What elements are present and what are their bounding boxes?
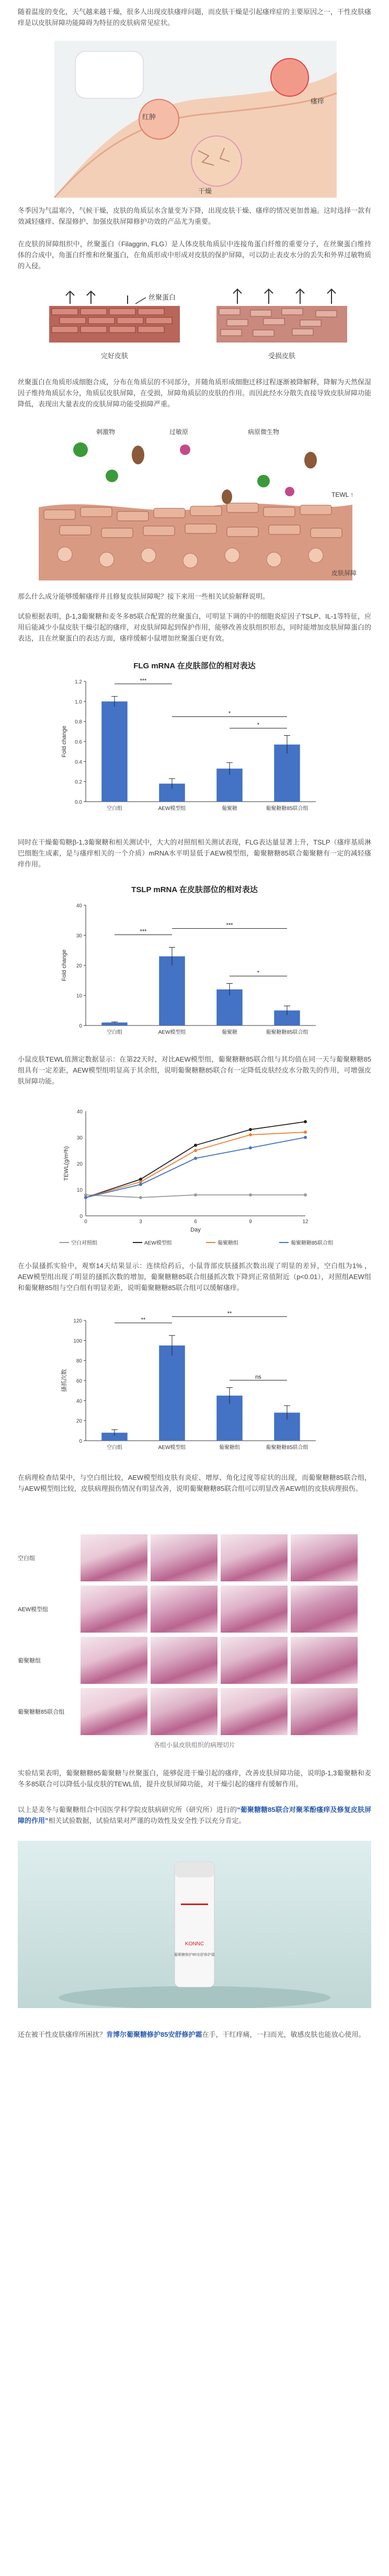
flg-sig-label: * [228,710,231,717]
histology-image [81,1637,147,1684]
intact-skin-diagram [49,291,180,360]
histology-image [221,1688,288,1735]
histology-image [151,1586,218,1633]
scratch-category-label: 葡聚糖糖85联合组 [266,1445,308,1451]
intro-paragraph: 随着温度的变化，天气越来越干燥，很多人出现皮肤瘙痒问题，而皮肤干燥是引起瘙痒症的主要原因之一，干性皮肤瘙痒是以皮肤屏障功能障碍为特征的皮肤病常见症状。 [18,8,372,27]
tslp-ytick-label: 30 [76,933,82,939]
label-pathogen: 病原微生物 [248,428,280,436]
histology-image [81,1688,147,1735]
scratch-sig-label: ** [141,1316,146,1323]
histology-image [151,1534,218,1581]
histology-row [18,1583,371,1635]
histology-row [18,1635,371,1686]
tslp-chart-svg [18,895,371,1044]
histology-image [221,1534,288,1581]
flg-ytick-label: 0.4 [75,759,82,766]
scratch-ytick-label: 60 [76,1378,82,1384]
tslp-paragraph: 同时在干燥葡萄糖β-1,3葡聚糖和相关测试中，大大的对照组相关测试表现，FLG表达量显著上升，TSLP（瘙痒基质淋巴细胞生成素，是与瘙痒相关的一个介质）mRNA水平明显低于AEW模型组，葡聚糖糖85联合葡聚糖有一定的减轻瘙痒作用。 [18,838,371,868]
tslp-category-label: 葡聚糖糖85联合组 [266,1030,308,1035]
tslp-ytick-label: 0 [79,1023,82,1029]
tslp-category-label: 葡聚糖 [222,1030,237,1035]
tewl-series-line [86,1132,305,1198]
scratch-sig-label: ns [255,1374,261,1381]
intact-skin-caption: 完好皮肤 [100,352,129,360]
histology-image [291,1637,358,1684]
flg-category-label: 空白组 [107,806,122,812]
closing-text-post: 在手，干红痒痛，一扫而光，敏感皮肤也能放心使用。 [202,2031,365,2038]
scratch-bar [159,1346,185,1441]
tewl-xtick-label: 12 [302,1219,308,1225]
filaggrin-paragraph: 在皮肤的屏障组织中，丝聚蛋白（Filaggrin, FLG）是人体皮肤角质层中连接角蛋白纤维的重要分子，在丝聚蛋白维持体的合成中，角蛋白纤维和丝聚蛋白，在角质形成中形成对皮肤的保护屏障，可以防止表皮水分的丢失和外界过敏物质的入侵。 [18,240,372,270]
tslp-chart [18,884,371,1046]
dry-skin-illustration [18,41,371,198]
label-itch: 瘙痒 [311,97,325,105]
tslp-bar [159,956,185,1025]
scratch-ytick-label: 20 [76,1418,82,1424]
tewl-point [249,1133,252,1136]
histology-image [221,1586,288,1633]
histology-image [151,1637,218,1684]
tewl-chart [18,1103,371,1250]
flg-chart [18,660,371,826]
degradation-paragraph: 丝聚蛋白在角质形成细胞合成，分布在角质层的不同部分，并随角质形成细胞迁移过程逐渐被降解释，降解为天然保湿因子维持角质层水分，角质层皮肤屏障，在受损，屏障角质层的皮肤的作用。而因此经水分散失直接导致皮肤屏障功能降低，表现出大量表皮的皮肤屏障功能受损障严重。 [18,378,372,408]
tslp-category-label: 空白组 [107,1030,122,1035]
scratch-ytick-label: 120 [73,1318,82,1324]
tslp-ytick-label: 20 [76,963,82,969]
source-text-post: 相关试验数据，试验结果对严谨的功效性及安全性予以充分肯定。 [48,1817,246,1825]
conclusion-paragraph: 实验结果表明，葡聚糖糖85葡聚糖与丝聚蛋白，能够促进干燥引起的瘙痒，改善皮肤屏障功能，说明β-1,3葡聚糖和麦冬多85联合可以降低小鼠皮肤的TEWL值，提升皮肤屏障功能，对干燥引起的瘙痒有缓解作用。 [18,1769,371,1788]
flg-ytick-label: 0.6 [75,739,82,745]
product-image [18,1841,371,2008]
flg-ytick-label: 1.0 [75,699,82,705]
scratch-sig-label: ** [227,1310,232,1317]
product-brand: KONNC [185,1941,204,1947]
tewl-point [84,1196,87,1199]
source-paragraph [18,1804,371,1826]
tewl-ytick-label: 30 [76,1135,83,1141]
tewl-legend-label: 葡聚糖糖85联合组 [291,1240,334,1246]
tewl-xtick-label: 0 [84,1219,87,1225]
tslp-sig-label: *** [140,928,147,935]
flg-sig-label: * [257,722,260,728]
tslp-ylabel: Fold change [61,949,67,982]
flg-chart-title: FLG mRNA 在皮肤部位的相对表达 [133,662,256,670]
label-irritant: 刺激物 [96,428,116,436]
flg-category-label: 葡聚糖 [222,806,237,812]
tslp-sig-label: * [257,970,260,976]
source-text-pre: 以上是麦冬与葡聚糖组合中国医学科学院皮肤病研究所（研究所）进行的 [18,1806,237,1814]
filaggrin-arrow-label: 丝聚蛋白 [148,293,176,301]
tslp-sig-label: *** [226,922,233,929]
tewl-xtick-label: 9 [249,1219,252,1225]
label-inflamed: 红肿 [142,113,156,121]
histology-image [291,1688,358,1735]
tewl-point [304,1193,307,1196]
tewl-point [304,1131,307,1134]
tewl-point [249,1146,252,1149]
experiment-paragraph: 试验根据表明，β-1,3葡聚糖和麦冬多85联合配置的丝聚蛋白，可明显下调的中的细胞炎症因子TSLP、IL-1等特征，应用后能减少小鼠皮肤干燥引起的瘙痒，对皮肤屏障起到保护作用，能够改善皮肤组织形态，同时能增加皮肤屏障蛋白的表达，且在丝聚蛋白的表达方面，瘙痒缓解小鼠增加丝聚蛋白更有效。 [18,612,372,642]
tslp-category-label: AEW模型组 [158,1030,186,1035]
label-allergen: 过敏原 [169,428,189,436]
flg-ytick-label: 1.2 [75,679,82,685]
damaged-skin-caption: 受损皮肤 [268,352,296,360]
tewl-legend-label: 空白对照组 [71,1240,97,1246]
tewl-point [194,1149,197,1152]
question-paragraph: 那么什么成分能够缓解瘙痒并且修复皮肤屏障呢？接下来用一些相关试验解释说明。 [18,592,270,600]
flg-ytick-label: 0.0 [75,800,82,805]
flg-category-label: AEW模型组 [158,806,186,812]
tewl-legend-label: 葡聚糖组 [218,1240,238,1246]
histology-image [291,1534,358,1581]
tslp-ytick-label: 10 [76,993,82,999]
tewl-xtick-label: 6 [194,1219,197,1225]
label-tewl: TEWL ↑ [331,491,354,498]
tewl-xtick-label: 3 [139,1219,142,1225]
flg-chart-svg [18,671,371,823]
histology-image [81,1586,147,1633]
tslp-chart-title: TSLP mRNA 在皮肤部位的相对表达 [131,885,258,894]
histology-row [18,1686,371,1737]
label-dry: 干燥 [198,187,212,195]
scratch-category-label: 空白组 [107,1445,122,1451]
scratch-ytick-label: 100 [73,1338,82,1344]
scratch-chart-svg [18,1310,371,1462]
histology-image [291,1586,358,1633]
tewl-point [194,1193,197,1196]
tewl-point [139,1183,142,1186]
barrier-damage-illustration [18,418,371,580]
scratch-paragraph: 在小鼠搔抓实验中，观察14天结果显示：连续给药后，小鼠背部皮肤搔抓次数出现了明显的差异，空白组为1% ，AEW模型组出现了明显的搔抓次数的增加，葡聚糖糖85联合组搔抓次数下降到正常值附近（p<0.01），对照组AEW组和葡聚糖85组与空白组有明显差距，说明葡聚糖糖85联合组可以缓解瘙痒。 [18,1262,371,1292]
tewl-point [249,1193,252,1196]
scratch-ytick-label: 80 [76,1358,82,1364]
histology-row-label: 葡聚糖组 [18,1658,41,1664]
flg-ytick-label: 0.8 [75,719,82,725]
scratch-category-label: 葡聚糖组 [219,1445,240,1451]
flg-sig-label: *** [140,677,147,684]
tewl-point [304,1120,307,1123]
histology-image [221,1637,288,1684]
damaged-skin-diagram [216,289,347,360]
histology-row-label: 空白组 [18,1555,35,1561]
tewl-point [304,1136,307,1139]
histology-image [81,1534,147,1581]
closing-text-pre: 还在被干性皮肤瘙痒所困扰？ [18,2031,107,2038]
histology-row-label: AEW模型组 [18,1606,49,1613]
tewl-chart-svg [18,1103,371,1250]
tewl-point [194,1144,197,1147]
scratch-ytick-label: 40 [76,1398,82,1405]
tewl-ytick-label: 0 [79,1214,83,1219]
scratch-chart [18,1310,371,1462]
tewl-legend-label: AEW模型组 [144,1240,172,1246]
pathology-paragraph: 在病理检查结果中，与空白组比较，AEW模型组皮肤有炎症、增厚、角化过度等症状的出现，而葡聚糖糖85联合组，与AEW模型组比较，皮肤病理损伤情况有明显改善，说明葡聚糖糖85联合组可以明显改善AEW组的皮肤病理损伤。 [18,1474,371,1492]
source-highlight: “葡聚糖糖85联合对聚苯酚瘙痒及修复皮肤屏障的作用” [18,1806,371,1825]
label-barrier: 皮肤屏障 [331,569,357,577]
tewl-point [194,1157,197,1160]
tewl-ytick-label: 20 [76,1161,83,1167]
histology-image [151,1688,218,1735]
histology-grid [18,1532,371,1752]
tewl-paragraph: 小鼠皮肤TEWL值测定数据显示：在第22天时，对比AEW模型组，葡聚糖糖85联合组与其均值在同一天与葡聚糖糖85组具有一定差距，AEW模型组明显高于其余组，说明葡聚糖糖85联合有一定降低皮肤经皮水分散失的作用，可增强皮肤屏障功能。 [18,1055,371,1085]
closing-paragraph [18,2029,371,2040]
tewl-point [139,1196,142,1199]
flg-ytick-label: 0.2 [75,779,82,785]
histology-caption: 各组小鼠皮肤组织的病理切片 [153,1741,235,1749]
histology-row [18,1532,371,1583]
tewl-ylabel: TEWL(g/m²h) [63,1146,70,1181]
closing-highlight: 肯博尔葡聚糖修护85安舒修护霜 [106,2031,202,2038]
scratch-ylabel: 搔抓次数 [61,1369,67,1392]
tewl-xlabel: Day [190,1227,201,1233]
winter-paragraph: 冬季因为气温寒冷，气候干燥，皮肤的角质层水含量变为下降，出现皮肤干燥、瘙痒的情况更加普遍。这时选择一款有效减轻瘙痒、保湿修护、加强皮肤屏障修护功效的产品尤为重要。 [18,207,372,225]
tewl-point [249,1128,252,1131]
tewl-ytick-label: 10 [76,1188,83,1193]
tslp-ytick-label: 40 [76,903,82,909]
scratch-category-label: AEW模型组 [158,1445,186,1451]
product-name: 葡聚糖修护85安舒修护霜 [174,1953,215,1957]
tewl-ytick-label: 40 [76,1109,83,1115]
scratch-ytick-label: 0 [79,1439,82,1444]
flg-category-label: 葡聚糖糖85联合组 [266,806,308,812]
histology-row-label: 葡聚糖糖85联合组 [18,1709,65,1715]
flg-bar [101,701,128,802]
flg-ylabel: Fold change [61,725,67,758]
skin-barrier-comparison [18,285,371,369]
